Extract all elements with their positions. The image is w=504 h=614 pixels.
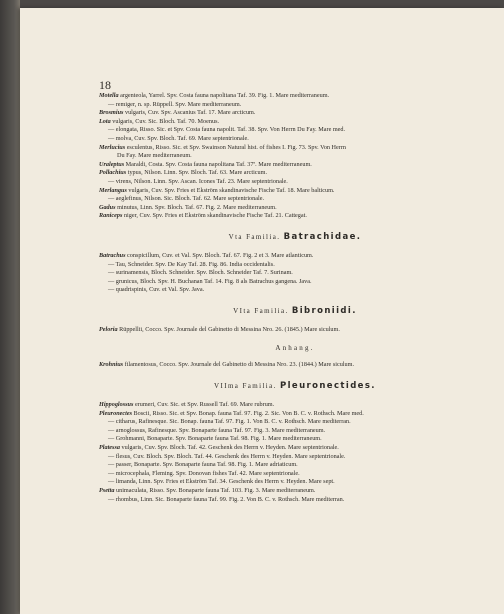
entry-text: — rhombus, Linn. Sic. Bonaparte fauna Taf. 99. Fig. 2. Von B. C. v. Rothsch. Mare mediterran. (108, 495, 345, 503)
species-entry (99, 361, 491, 370)
species-entry (99, 453, 491, 462)
species-entry (99, 478, 491, 487)
entry-text: — passer, Bonaparte. Spv. Bonaparte fauna Taf. 98. Fig. 1. Mare adriaticum. (108, 461, 298, 469)
entry-text: filamentosus, Cocco. Spv. Journale del Gabinetto di Messina Nro. 23. (1844.) Mare siculum. (123, 361, 354, 369)
family-number: Vta Familia. (228, 232, 281, 241)
species-entry (99, 152, 491, 161)
species-entry (99, 286, 491, 295)
genus-name: Hippoglossus (99, 401, 134, 409)
entry-text: — microcephala, Fleming. Spv. Donovan fishes Taf. 42. Mare septentrionale. (108, 469, 300, 477)
species-entry (99, 135, 491, 144)
entry-text: vulgaris, Cuv. Spv. Bloch. Taf. 42. Geschenk des Herrn v. Heyden. Mare septentrionale. (119, 444, 339, 452)
species-entry (99, 144, 491, 153)
appendix-species-list (99, 361, 491, 370)
species-entry (99, 252, 491, 261)
pleuronectides-species-list (99, 401, 491, 504)
entry-text: typus, Nilson. Linn. Spv. Bloch. Taf. 63. Mare arcticum. (126, 169, 267, 177)
entry-text: — Grohmanni, Bonaparte. Spv. Bonaparte fauna Taf. 98. Fig. 1. Mare mediterraneum. (108, 435, 322, 443)
species-entry (99, 278, 491, 287)
entry-text: vulgaris, Cuv. Spv. Ascanius Taf. 17. Mare arcticum. (123, 109, 256, 117)
genus-name: Batrachus (99, 251, 126, 259)
genus-name: Merlucius (99, 143, 126, 151)
species-entry (99, 101, 491, 110)
species-entry (99, 470, 491, 479)
family-number: VIta Familia. (233, 306, 289, 315)
bibroniidi-species-list (99, 326, 491, 335)
species-entry (99, 496, 491, 505)
family-name: Bibroniidi. (291, 305, 357, 316)
entry-text: erumeri, Cuv. Sic. et Spv. Russell Taf. 69. Mare rubrum. (133, 401, 275, 409)
family-heading-pleuronectides (99, 381, 491, 391)
species-entry (99, 269, 491, 278)
entry-text: minutus, Linn. Spv. Bloch. Taf. 67. Fig. 2. Mare mediterraneum. (115, 203, 277, 211)
species-entry (99, 109, 491, 118)
entry-text: unimaculata, Risso. Spv. Bonaparte fauna Taf. 103. Fig. 3. Mare mediterraneum. (114, 487, 316, 494)
species-entry (99, 195, 491, 204)
entry-text: — arnoglossus, Rafinesque. Spv. Bonaparte fauna Taf. 97. Fig. 3. Mare mediterraneum. (108, 426, 326, 434)
entry-text: — citharus, Rafinesque. Sic. Bonap. fauna Taf. 97. Fig. 1. Von B. C. v. Rothsch. Mare mediterran. (108, 418, 351, 426)
entry-text: — surinamensis, Bloch. Schneider. Spv. Bloch. Schneider Taf. 7. Surinam. (108, 269, 293, 277)
species-entry (99, 92, 491, 101)
species-entry (99, 212, 491, 221)
species-entry (99, 427, 491, 436)
species-entry (99, 161, 491, 170)
entry-text: — Tau, Schneider. Spv. De Kay Taf. 28. Fig. 86. India occidentalis. (108, 260, 275, 268)
book-page (20, 8, 504, 614)
entry-text: esculentus, Risso. Sic. et Spv. Swainson Natural hist. of fishes I. Fig. 73. Spv. Von Herrn (125, 143, 346, 151)
genus-name: Lota (99, 117, 111, 125)
entry-text: — grunicus, Bloch. Spv. H. Buchanan Taf. 14. Fig. 8 als Batrachus gangena. Java. (108, 277, 312, 285)
entry-text: — limanda, Linn. Spv. Fries et Ekström Taf. 34. Geschenk des Herrn v. Heyden. Mare sept. (108, 478, 335, 486)
genus-name: Peloria (99, 325, 118, 333)
entry-text: — virens, Nilson. Linn. Spv. Ascan. Icones Taf. 23. Mare septentrionale. (108, 177, 288, 185)
species-entry (99, 261, 491, 270)
entry-text: conspicillum, Cuv. et Val. Spv. Bloch. Taf. 67. Fig. 2 et 3. Mare atlanticum. (125, 251, 314, 259)
species-entry (99, 178, 491, 187)
species-entry (99, 401, 491, 410)
gadidae-species-list (99, 92, 491, 221)
genus-name: Merlangus (99, 186, 127, 194)
entry-text: niger, Cuv. Spv. Fries et Ekström skandinavische Fische Taf. 21. Cattegat. (122, 212, 307, 220)
family-heading-bibroniidi (99, 306, 491, 316)
species-entry (99, 118, 491, 127)
book-spine-edge (0, 0, 20, 614)
genus-name: Gadus (99, 203, 116, 211)
entry-text: — quadrispinis, Cuv. et Val. Spv. Java. (108, 286, 205, 294)
entry-text: Du Fay. Mare mediterraneum. (117, 152, 192, 160)
genus-name: Psetta (99, 487, 115, 494)
species-entry (99, 418, 491, 427)
genus-name: Brosmius (99, 109, 124, 117)
entry-text: — aeglefinus, Nilson. Sic. Bloch. Taf. 62. Mare septentrionale. (108, 195, 264, 203)
appendix-heading: Anhang. (275, 344, 315, 353)
species-entry (99, 487, 491, 496)
species-entry (99, 435, 491, 444)
entry-text: argenteola, Yarrel. Spv. Costa fauna napolitana Taf. 39. Fig. 1. Mare mediterraneum. (118, 92, 330, 99)
entry-text: — molva, Cuv. Spv. Bloch. Taf. 69. Mare septentrionale. (108, 134, 249, 142)
genus-name: Krohnius (99, 361, 124, 369)
family-heading-batrachidae (99, 232, 491, 242)
page-number: 18 (99, 78, 111, 92)
species-entry (99, 169, 491, 178)
genus-name: Pleuronectes (99, 409, 132, 417)
species-entry (99, 410, 491, 419)
species-entry (99, 461, 491, 470)
species-entry (99, 204, 491, 213)
genus-name: Platessa (99, 444, 120, 452)
family-name: Batrachidae. (283, 231, 362, 242)
family-name: Pleuronectides. (279, 381, 376, 392)
species-entry (99, 444, 491, 453)
entry-text: — elongata, Risso. Sic. et Spv. Costa fauna napolit. Taf. 38. Spv. Von Herrn Du Fay. Mare med. (108, 126, 346, 134)
entry-text: Rüppellii, Cocco. Spv. Journale del Gabinetto di Messina Nro. 26. (1845.) Mare siculum. (117, 325, 340, 333)
entry-text: — flesus, Cuv. Bloch. Spv. Bloch. Taf. 44. Geschenk des Herrn v. Heyden. Mare septentrionale. (108, 452, 346, 460)
genus-name: Motella (99, 92, 119, 99)
entry-text: Maraldi, Costa. Spv. Costa fauna napolitana Taf. 37ª. Mare mediterraneum. (124, 160, 312, 168)
species-entry (99, 187, 491, 196)
genus-name: Pollachius (99, 169, 127, 177)
species-entry (99, 326, 491, 335)
entry-text: — remiger, n. sp. Rüppell. Spv. Mare mediterraneum. (108, 100, 242, 108)
batrachidae-species-list (99, 252, 491, 295)
family-number: VIIma Familia. (214, 382, 277, 391)
genus-name: Uraleptus (99, 160, 125, 168)
genus-name: Raniceps (99, 212, 123, 220)
entry-text: vulgaris, Cuv. Sic. Bloch. Taf. 70. Moenus. (110, 117, 220, 125)
page-content (99, 92, 491, 504)
species-entry (99, 126, 491, 135)
entry-text: Boscii, Risso. Sic. et Spv. Bonap. fauna Taf. 97. Fig. 2. Sic. Von B. C. v. Rothsch. Mare med. (132, 409, 364, 417)
entry-text: vulgaris, Cuv. Spv. Fries et Ekström skandinavische Fische Taf. 18. Mare balticum. (126, 186, 335, 194)
